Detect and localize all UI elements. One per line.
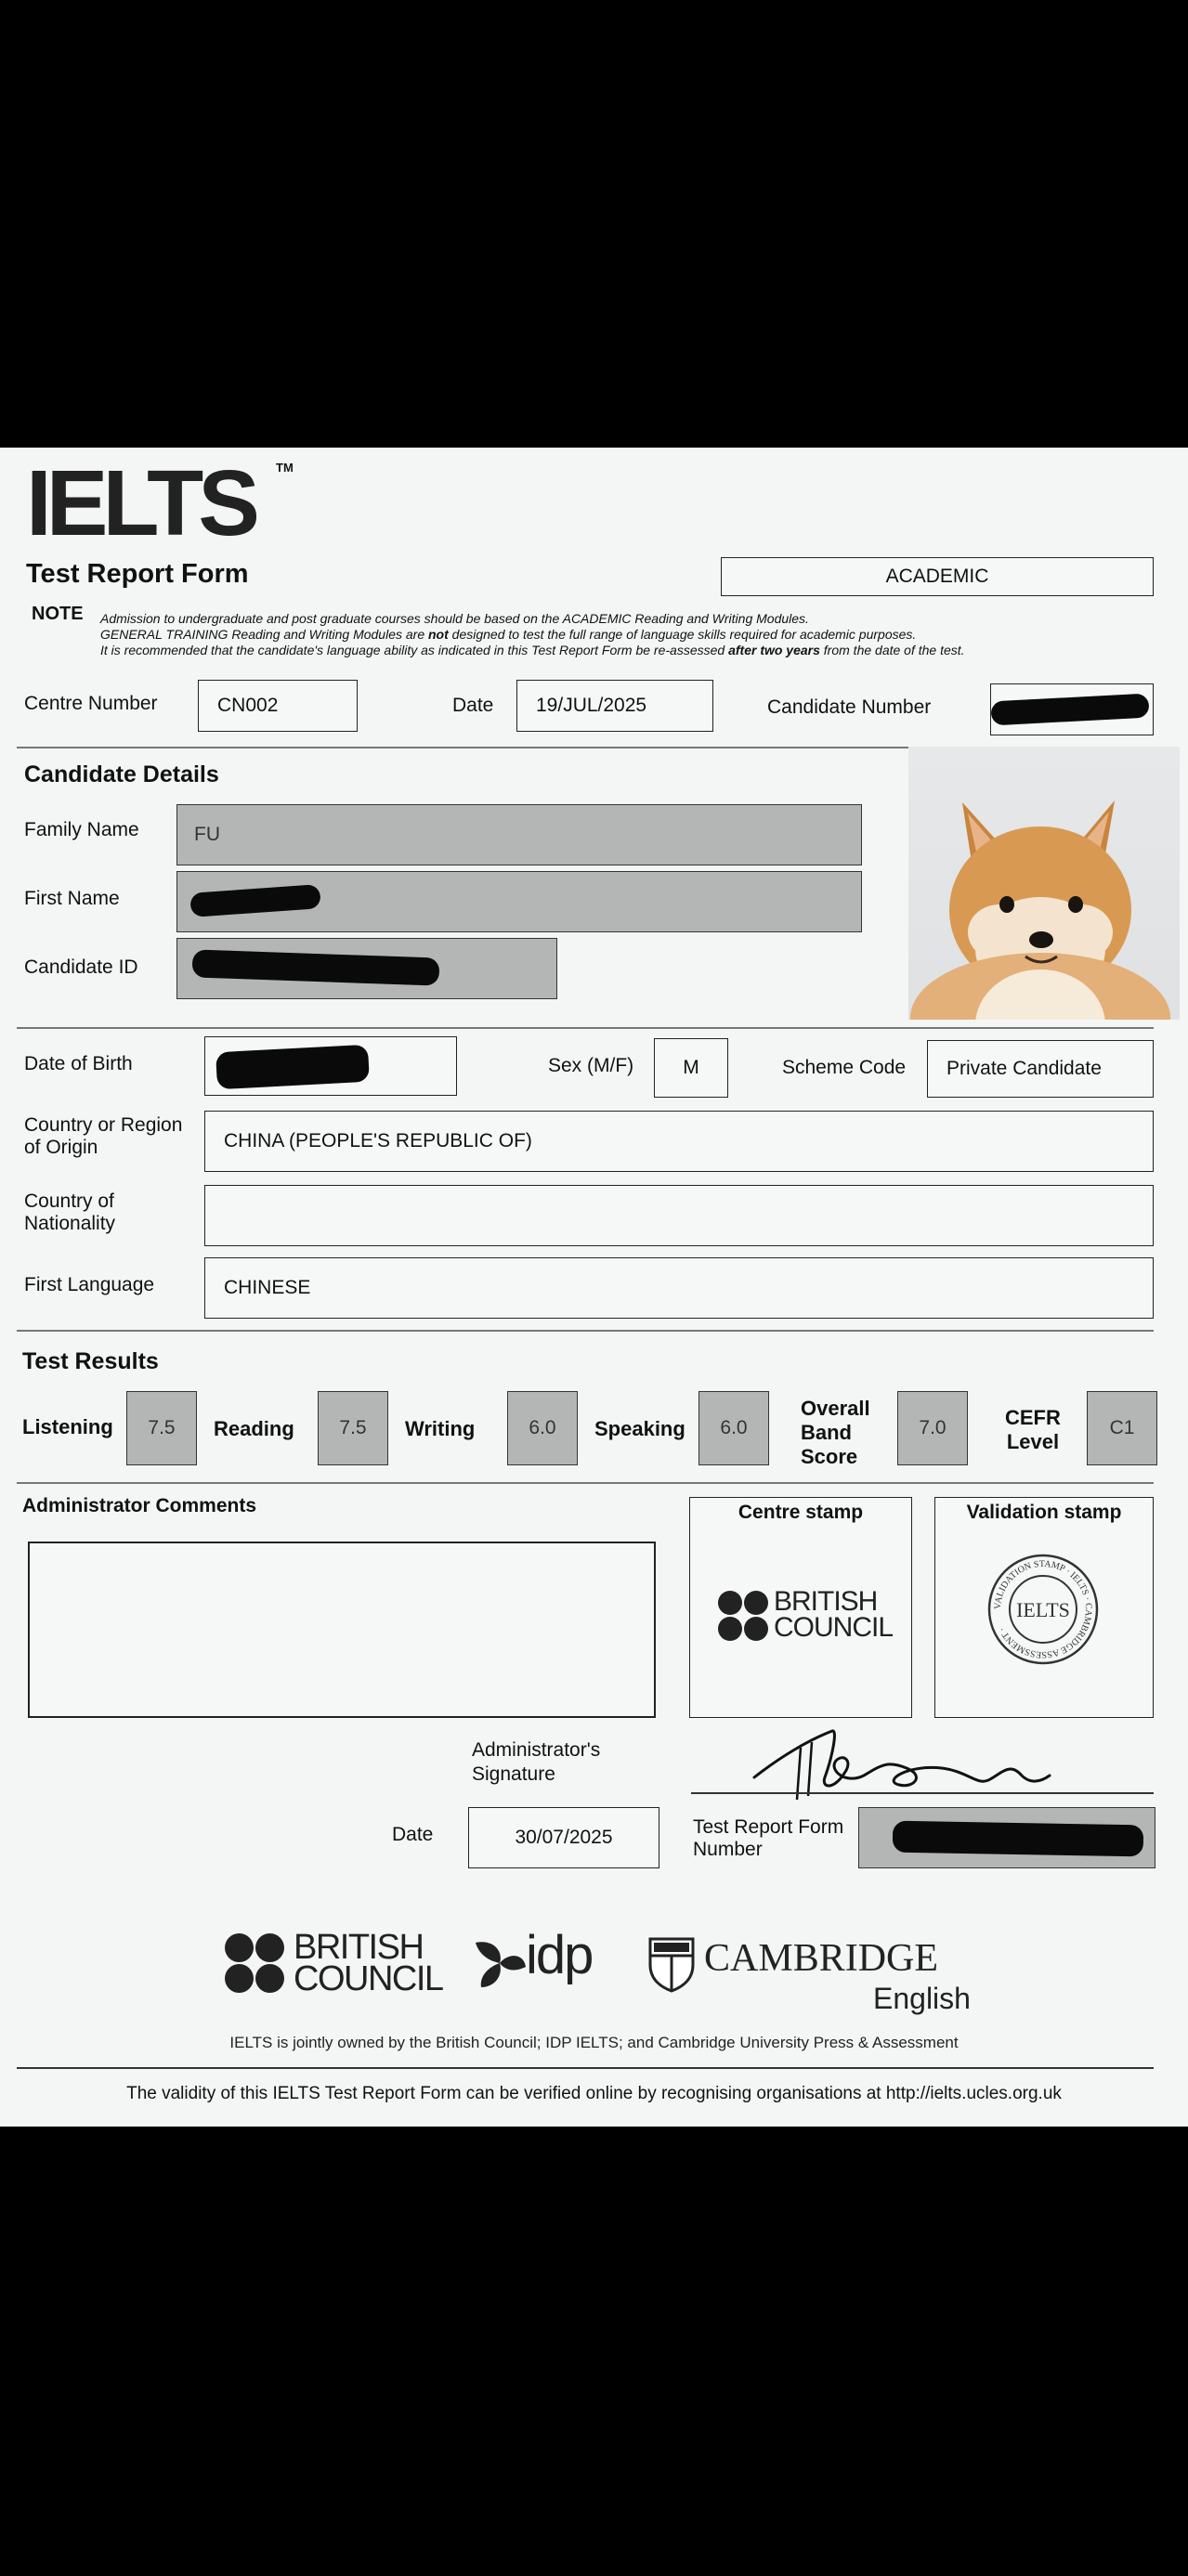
candidate-id-label: Candidate ID (24, 956, 138, 978)
form-title: Test Report Form (26, 559, 249, 589)
divider (17, 2067, 1154, 2069)
footer-british-council-icon (225, 1933, 286, 1995)
redaction-mark (189, 884, 320, 917)
test-date-field (516, 680, 713, 732)
trf-number-label: Test Report Form Number (693, 1816, 844, 1860)
admin-comments-field (28, 1542, 656, 1718)
test-results-title: Test Results (22, 1348, 159, 1374)
admin-date-field (468, 1807, 659, 1868)
reading-label: Reading (214, 1417, 294, 1440)
divider (17, 1027, 1154, 1029)
trf-number-field (858, 1807, 1155, 1868)
admin-signature-label: Administrator's Signature (472, 1739, 601, 1785)
ielts-logo: IELTS (26, 451, 255, 555)
speaking-label: Speaking (594, 1417, 685, 1440)
validation-stamp-label: Validation stamp (966, 1502, 1122, 1523)
redaction-mark (893, 1821, 1144, 1857)
signature-icon (743, 1720, 1059, 1803)
test-date-label: Date (452, 695, 494, 716)
test-date-value: 19/JUL/2025 (536, 695, 647, 716)
ownership-statement: IELTS is jointly owned by the British Council; IDP IELTS; and Cambridge University Press & Assessment (229, 2034, 959, 2051)
country-origin-value: CHINA (PEOPLE'S REPUBLIC OF) (224, 1130, 532, 1151)
svg-text:VALIDATION STAMP · IELTS · CAM: VALIDATION STAMP · IELTS · CAMBRIDGE ASSESSMENT · (992, 1558, 1094, 1660)
cambridge-english-text: English (873, 1982, 971, 2015)
idp-logo-icon (472, 1935, 528, 1991)
module-field (721, 557, 1154, 596)
nationality-field (204, 1185, 1154, 1246)
candidate-photo (908, 747, 1180, 1020)
country-origin-label: Country or Region of Origin (24, 1114, 183, 1158)
first-language-value: CHINESE (224, 1277, 311, 1298)
svg-text:IELTS: IELTS (1016, 1598, 1070, 1621)
note-line-2: GENERAL TRAINING Reading and Writing Modules are not designed to test the full range of language skills required for academic purposes. (100, 627, 917, 642)
dog-photo-icon (908, 747, 1180, 1020)
family-name-value: FU (194, 824, 220, 845)
note-label: NOTE (32, 604, 84, 624)
sex-value: M (683, 1057, 699, 1078)
scheme-code-field (927, 1040, 1154, 1098)
redaction-mark (215, 1045, 370, 1090)
british-council-logo-icon (718, 1591, 770, 1643)
country-origin-field (204, 1111, 1154, 1172)
admin-date-value: 30/07/2025 (515, 1827, 613, 1848)
centre-stamp-label: Centre stamp (738, 1502, 864, 1523)
divider (17, 1482, 1154, 1484)
cefr-level-score: C1 (1087, 1391, 1157, 1465)
centre-number-label: Centre Number (24, 693, 158, 714)
cambridge-shield-icon (648, 1937, 695, 1993)
candidate-details-title: Candidate Details (24, 761, 219, 787)
first-language-label: First Language (24, 1274, 155, 1295)
cambridge-logo-text: CAMBRIDGE (704, 1937, 939, 1980)
centre-number-value: CN002 (217, 695, 279, 716)
dob-field (204, 1036, 457, 1096)
trademark-mark: TM (276, 461, 294, 475)
family-name-label: Family Name (24, 819, 139, 840)
first-language-field (204, 1257, 1154, 1319)
first-name-field (176, 871, 862, 932)
divider (17, 1330, 1154, 1332)
writing-label: Writing (405, 1417, 476, 1440)
module-value: ACADEMIC (885, 566, 989, 587)
note-text (100, 611, 1178, 658)
family-name-field (176, 804, 862, 865)
scheme-code-label: Scheme Code (782, 1057, 907, 1078)
scheme-code-value: Private Candidate (946, 1058, 1102, 1079)
admin-date-label: Date (392, 1824, 434, 1845)
overall-band-label: Overall Band Score (801, 1397, 870, 1468)
validation-seal-icon (986, 1552, 1101, 1667)
candidate-number-field (990, 683, 1154, 735)
redaction-mark (990, 694, 1149, 726)
reading-score: 7.5 (318, 1391, 388, 1465)
validity-statement: The validity of this IELTS Test Report Form can be verified online by recognising organisations at http://ielts.ucles.org.uk (126, 2084, 1062, 2103)
centre-stamp-bc-text: BRITISH COUNCIL (774, 1586, 894, 1643)
test-report-form (0, 448, 1188, 2127)
centre-number-field (198, 680, 358, 732)
validation-stamp-box (934, 1497, 1154, 1718)
first-name-label: First Name (24, 888, 120, 909)
sex-field (654, 1038, 728, 1098)
candidate-number-label: Candidate Number (767, 696, 932, 718)
note-line-1: Admission to undergraduate and post graduate courses should be based on the ACADEMIC Reading and Writing Modules. (100, 611, 809, 626)
listening-label: Listening (22, 1415, 113, 1438)
centre-stamp-box (689, 1497, 912, 1718)
cefr-level-label: CEFR Level (1005, 1406, 1061, 1453)
speaking-score: 6.0 (698, 1391, 769, 1465)
admin-comments-label: Administrator Comments (22, 1495, 257, 1516)
overall-band-score: 7.0 (897, 1391, 968, 1465)
idp-logo-text: idp (526, 1925, 593, 1985)
signature-line (691, 1792, 1154, 1794)
divider (17, 747, 908, 748)
candidate-id-field (176, 938, 557, 999)
note-line-3: It is recommended that the candidate's language ability as indicated in this Test Report Form be re-assessed after two years from the date of the test. (100, 643, 965, 657)
listening-score: 7.5 (126, 1391, 197, 1465)
footer-british-council-text: BRITISH COUNCIL (294, 1928, 443, 1998)
writing-score: 6.0 (507, 1391, 578, 1465)
nationality-label: Country of Nationality (24, 1190, 116, 1234)
sex-label: Sex (M/F) (548, 1055, 634, 1076)
dob-label: Date of Birth (24, 1053, 133, 1074)
redaction-mark (192, 949, 440, 985)
